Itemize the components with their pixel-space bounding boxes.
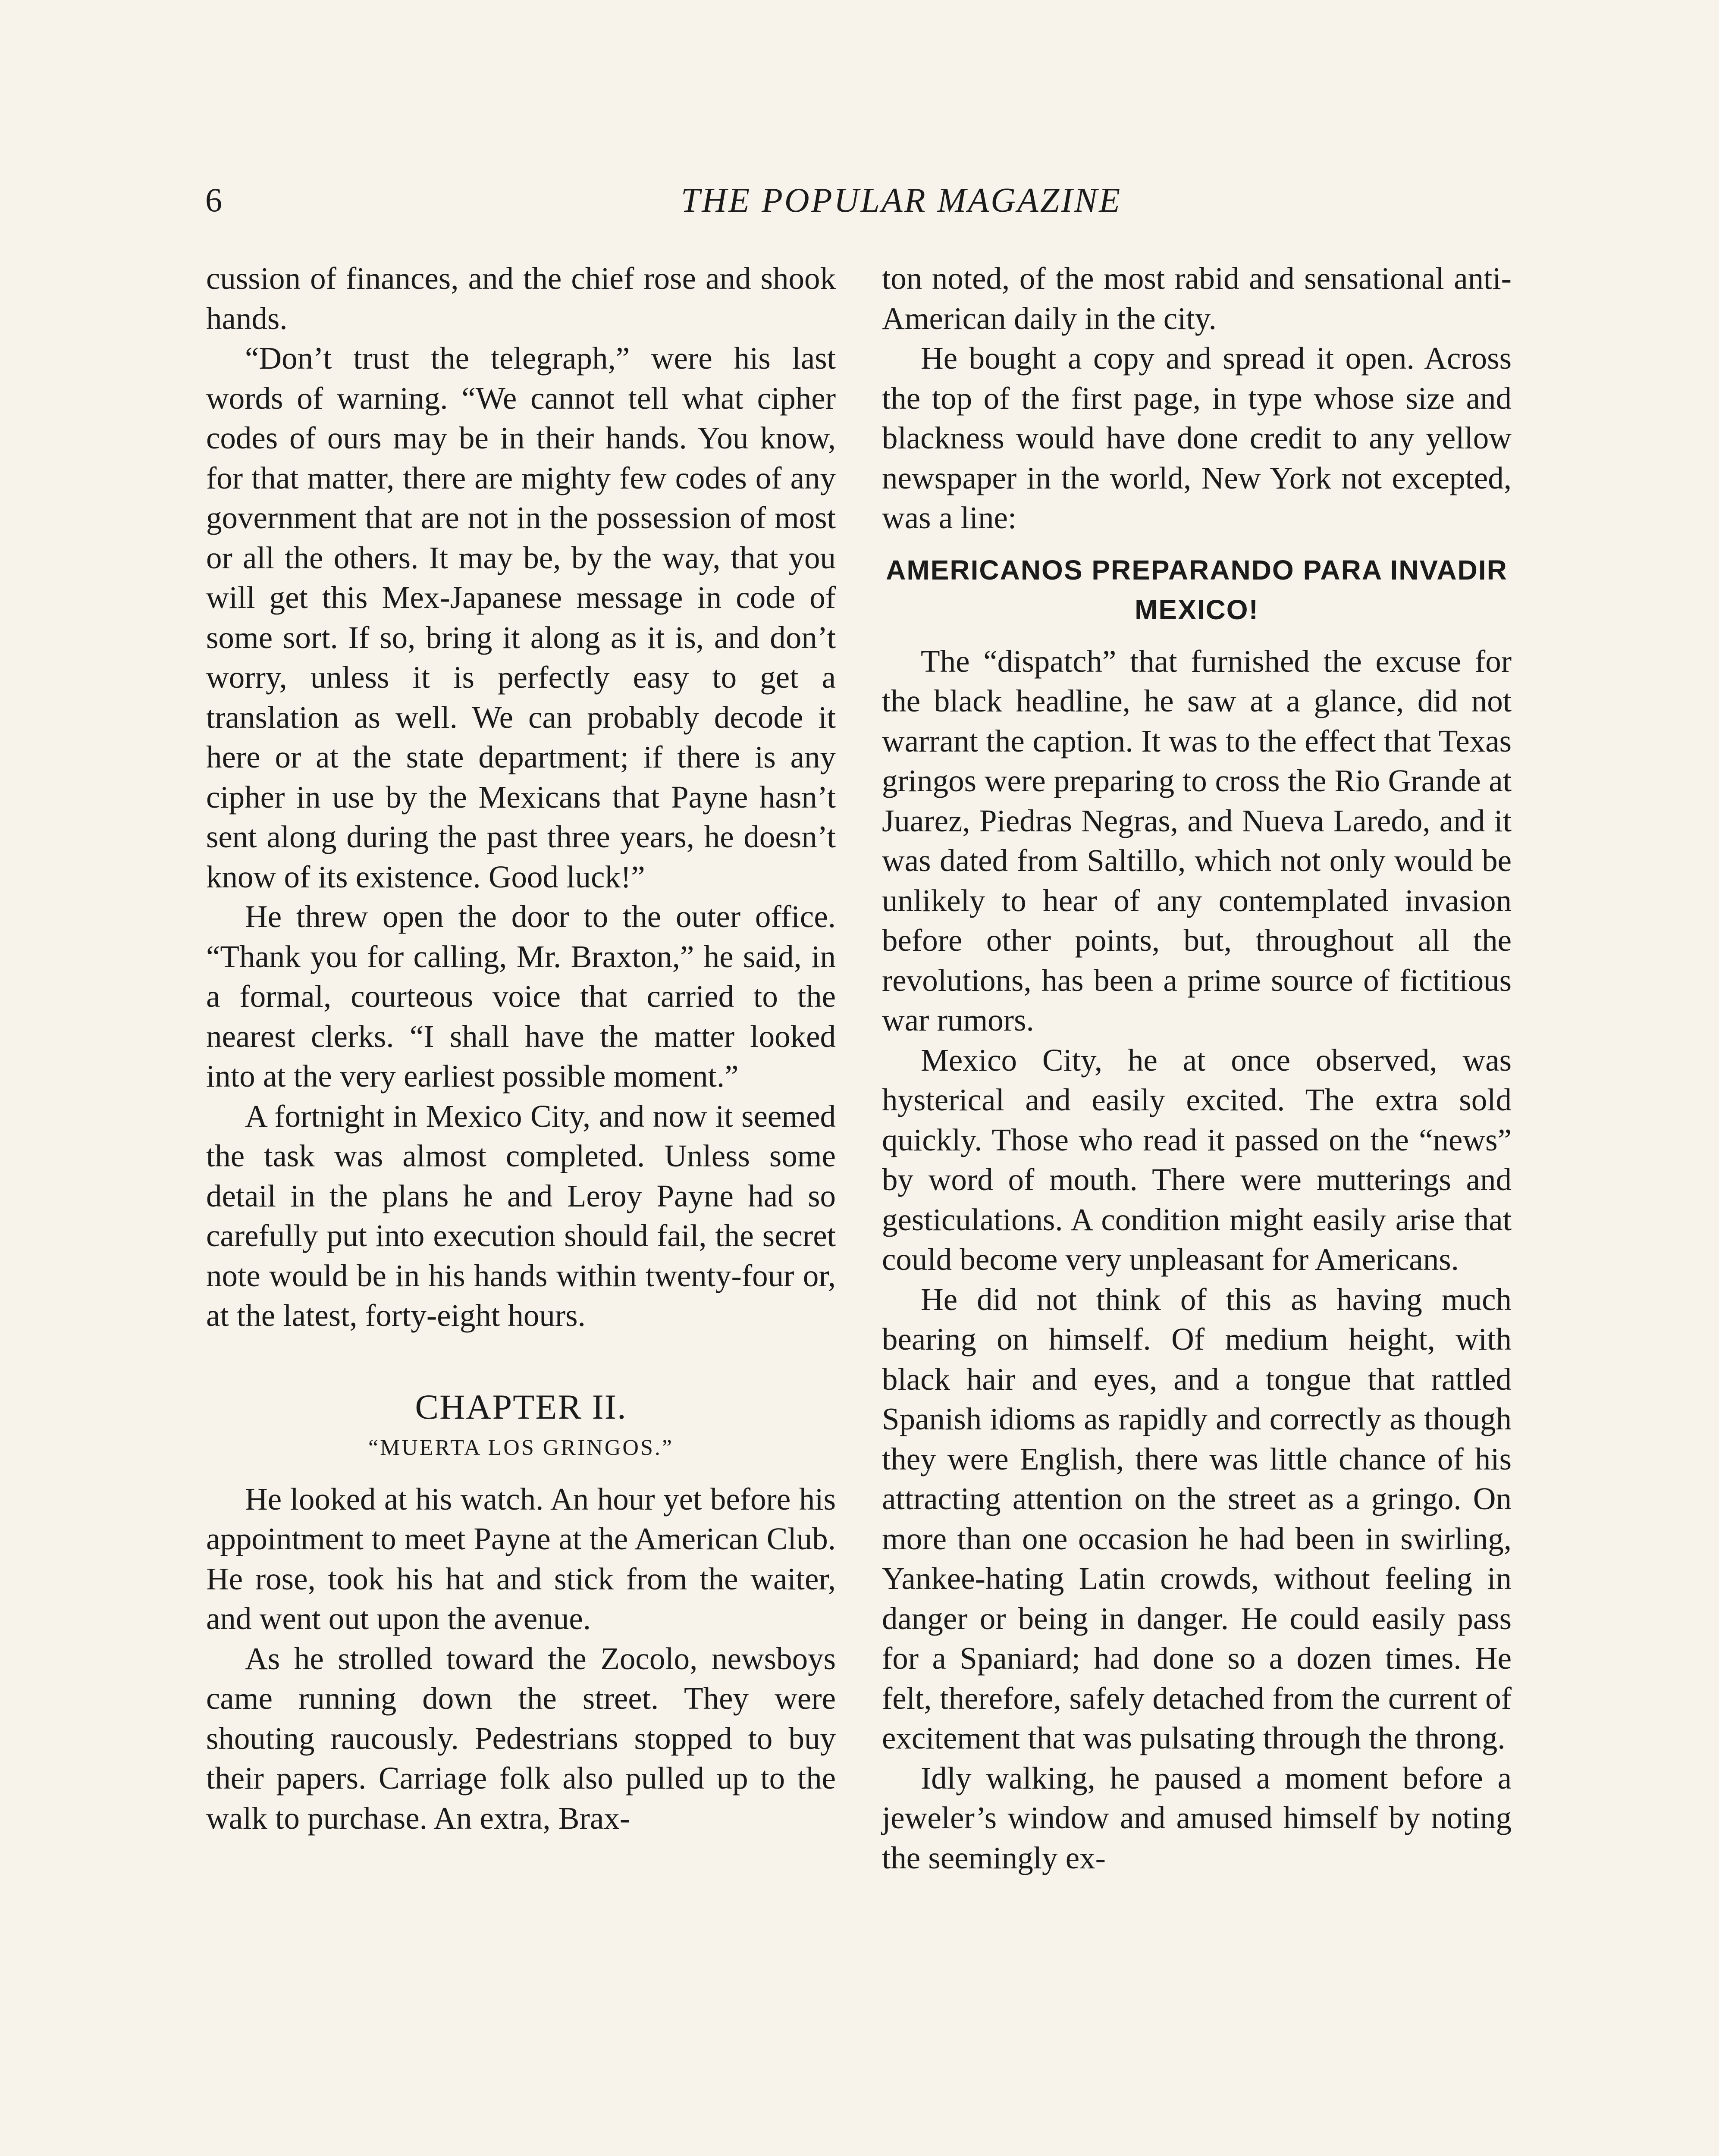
headline-gap-top xyxy=(882,538,1512,550)
right-paragraph-6: Idly walking, he paused a moment before a jeweler’s window and amused himself by noting the seemingly ex- xyxy=(882,1760,1512,1875)
headline-gap-bottom xyxy=(882,630,1512,642)
right-column xyxy=(882,259,1512,1878)
page-number: 6 xyxy=(205,181,222,219)
right-paragraph-4: Mexico City, he at once observed, was hysterical and easily excited. The extra sold quickly. Those who read it passed on the “news” by word of mouth. There were mutterings and gesticulations. A condition might easily arise that could become very unpleasant for Americans. xyxy=(882,1042,1512,1277)
right-paragraph-5: He did not think of this as having much bearing on himself. Of medium height, with black hair and eyes, and a tongue that rattled Spanish idioms as rapidly and correctly as though they were English, there was little chance of his attracting attention on the street as a gringo. On more than one occasion he had been in swirling, Yankee-hating Latin crowds, without feeling in danger or being in danger. He could easily pass for a Spaniard; had done so a dozen times. He felt, therefore, safely detached from the current of excitement that was pulsating through the throng. xyxy=(882,1282,1512,1755)
left-paragraph-4: A fortnight in Mexico City, and now it seemed the task was almost completed. Unless some detail in the plans he and Leroy Payne had so carefully put into execution should fail, the secret note would be in his hands within twenty-four or, at the latest, forty-eight hours. xyxy=(206,1098,836,1333)
chapter-subtitle: “MUERTA LOS GRINGOS.” xyxy=(368,1435,674,1460)
right-paragraph-1: ton noted, of the most rabid and sensational anti-American daily in the city. xyxy=(882,261,1512,336)
newspaper-headline: AMERICANOS PREPARANDO PARA INVADIR MEXICO! xyxy=(886,554,1508,625)
left-paragraph-2: “Don’t trust the telegraph,” were his last words of warning. “We cannot tell what cipher codes of ours may be in their hands. You know, for that matter, there are mighty few codes of any government that are not in the possession of most or all the others. It may be, by the way, that you will get this Mex-Japanese message in code of some sort. If so, bring it along as it is, and don’t worry, unless it is perfectly easy to get a translation as well. We can probably decode it here or at the state department; if there is any cipher in use by the Mexicans that Payne hasn’t sent along during the past three years, he doesn’t know of its existence. Good luck!” xyxy=(206,341,836,894)
left-paragraph-3: He threw open the door to the outer office. “Thank you for calling, Mr. Braxton,” he said, in a formal, courteous voice that carried to the nearest clerks. “I shall have the matter looked into at the very earliest possible moment.” xyxy=(206,899,836,1094)
right-paragraph-2: He bought a copy and spread it open. Across the top of the first page, in type whose size and blackness would have done credit to any yellow newspaper in the world, New York not excepted, was a line: xyxy=(882,341,1512,535)
chapter-gap xyxy=(206,1467,836,1479)
left-paragraph-5: He looked at his watch. An hour yet before his appointment to meet Payne at the American Club. He rose, took his hat and stick from the waiter, and went out upon the avenue. xyxy=(206,1481,836,1636)
left-paragraph-1: cussion of finances, and the chief rose and shook hands. xyxy=(206,261,836,336)
running-title: THE POPULAR MAGAZINE xyxy=(681,182,1122,219)
left-column xyxy=(206,259,836,1838)
left-paragraph-6: As he strolled toward the Zocolo, newsboys came running down the street. They were shouting raucously. Pedestrians stopped to buy their papers. Carriage folk also pulled up to the walk to purchase. An extra, Brax- xyxy=(206,1641,836,1836)
chapter-title: CHAPTER II. xyxy=(415,1387,627,1426)
chapter-spacer xyxy=(206,1336,836,1385)
right-paragraph-3: The “dispatch” that furnished the excuse for the black headline, he saw at a glance, did not warrant the caption. It was to the effect that Texas gringos were preparing to cross the Rio Grande at Juarez, Piedras Negras, and Nueva Laredo, and it was dated from Saltillo, which not only would be unlikely to hear of any contemplated invasion before other points, but, throughout all the revolutions, has been a prime source of fictitious war rumors. xyxy=(882,643,1512,1037)
